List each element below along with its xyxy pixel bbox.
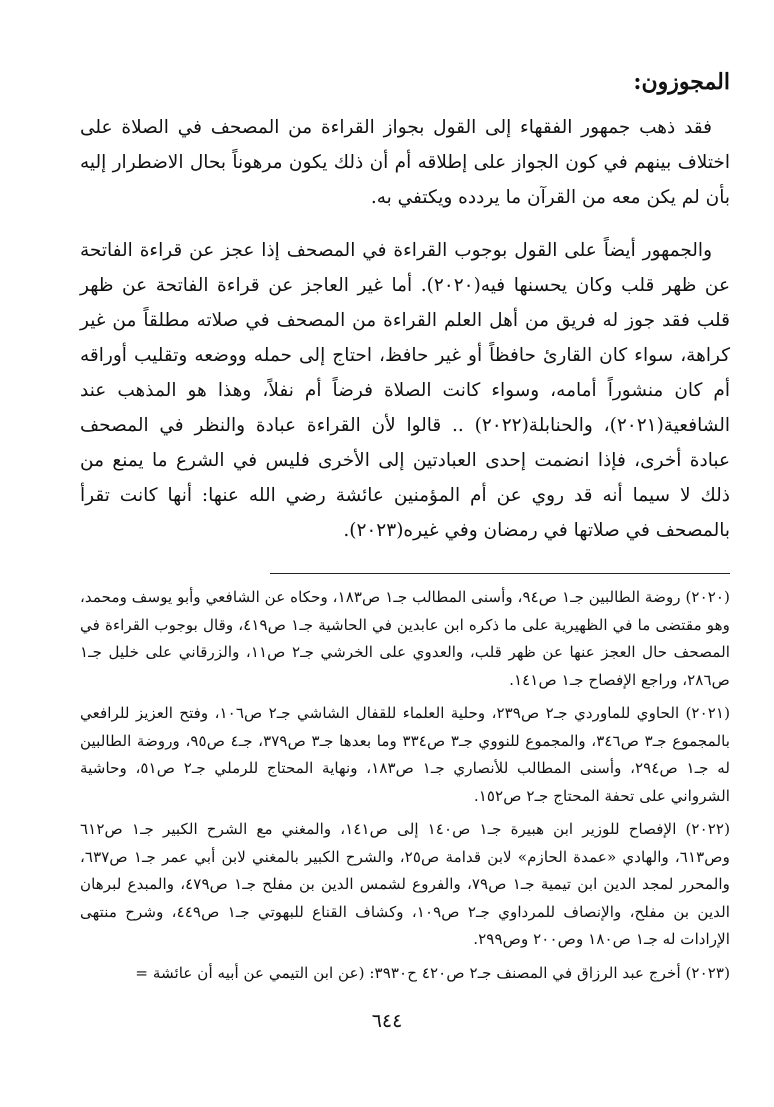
- paragraph-1: فقد ذهب جمهور الفقهاء إلى القول بجواز القراءة من المصحف في الصلاة على اختلاف بينهم في كون الجواز على إطلاقه أم أن ذلك يكون مرهوناً بحال الاضطرار إليه بأن لم يكن معه من القرآن ما يردده ويكتفي به.: [80, 117, 730, 208]
- main-text: [80, 62, 730, 548]
- paragraph-2: والجمهور أيضاً على القول بوجوب القراءة في المصحف إذا عجز عن قراءة الفاتحة عن ظهر قلب وكان يحسنها فيه(٢٠٢٠). أما غير العاجز عن قراءة الفاتحة عن ظهر قلب فقد جوز له فريق من أهل العلم القراءة من المصحف في صلاته مطلقاً من غير كراهة، سواء كان القارئ حافظاً أو غير حافظ، احتاج إلى حمله ووضعه وتقليب أوراقه أم كان منشوراً أمامه، وسواء كانت الصلاة فرضاً أم نفلاً، وهذا هو المذهب عند الشافعية(٢٠٢١)، والحنابلة(٢٠٢٢) .. قالوا لأن القراءة عبادة والنظر في المصحف عبادة أخرى، فإذا انضمت إحدى العبادتين إلى الأخرى فليس في الشرع ما يمنع من ذلك لا سيما أنه قد روي عن أم المؤمنين عائشة رضي الله عنها: أنها كانت تقرأ بالمصحف في صلاتها في رمضان وفي غيره(٢٠٢٣).: [80, 240, 731, 541]
- footnote-2023: (٢٠٢٣) أخرج عبد الرزاق في المصنف جـ٢ ص٤٢٠ ح٣٩٣٠: (عن ابن التيمي عن أبيه أن عائشة =: [135, 963, 730, 982]
- footnote-2021: (٢٠٢١) الحاوي للماوردي جـ٢ ص٢٣٩، وحلية العلماء للقفال الشاشي جـ٢ ص١٠٦، وفتح العزيز للرافعي بالمجموع جـ٣ ص٣٤٦، والمجموع للنووي جـ٣ ص٣٣٤ وما بعدها جـ٣ ص٣٧٩، جـ٤ ص٩٥، وروضة الطالبين له جـ١ ص٢٩٤، وأسنى المطالب للأنصاري جـ١ ص١٨٣، ونهاية المحتاج للرملي جـ٢ ص٥١، وحاشية الشرواني على تحفة المحتاج جـ٢ ص١٥٢.: [80, 704, 730, 805]
- section-heading: المجوزون:: [633, 69, 730, 95]
- footnote-2020: (٢٠٢٠) روضة الطالبين جـ١ ص٩٤، وأسنى المطالب جـ١ ص١٨٣، وحكاه عن الشافعي وأبو يوسف ومحمد، وهو مقتضى ما في الظهيرية على ما ذكره ابن عابدين في الحاشية جـ١ ص٤١٩، وقال بوجوب القراءة في المصحف حال العجز عنها عن ظهر قلب، والعدوي على الخرشي جـ٢ ص١١، والزرقاني على خليل جـ١ ص٢٨٦، وراجع الإفصاح جـ١ ص١٤١.: [80, 588, 730, 689]
- page-number: ٦٤٤: [371, 1010, 403, 1032]
- footnote-separator: [270, 573, 730, 574]
- footnotes: [80, 584, 730, 993]
- footnote-2022: (٢٠٢٢) الإفصاح للوزير ابن هبيرة جـ١ ص١٤٠ إلى ص١٤١، والمغني مع الشرح الكبير جـ١ ص٦١٢ وص٦١٣، والهادي «عمدة الحازم» لابن قدامة ص٢٥، والشرح الكبير بالمغني لابن أبي عمر جـ١ ص٦٣٧، والمحرر لمجد الدين ابن تيمية جـ١ ص٧٩، والفروع لشمس الدين بن مفلح جـ١ ص٤٧٩، والمبدع لبرهان الدين بن مفلح، والإنصاف للمرداوي جـ٢ ص١٠٩، وكشاف القناع للبهوتي جـ١ ص٤٤٩، وشرح منتهى الإرادات له جـ١ ص١٨٠ وص٢٠٠ وص٢٩٩.: [80, 820, 730, 948]
